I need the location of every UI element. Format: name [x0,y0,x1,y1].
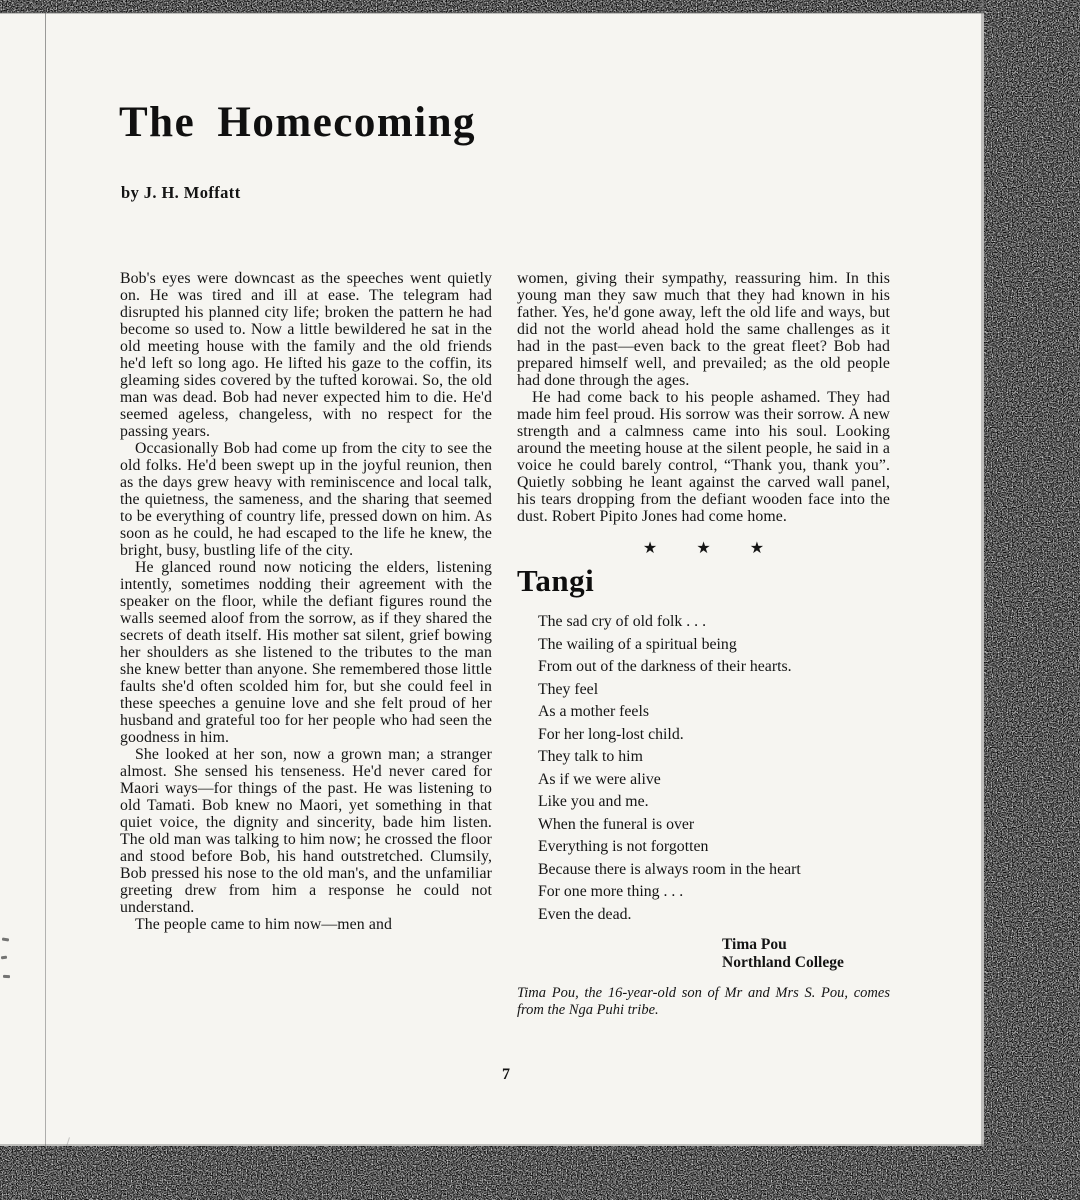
story-paragraph: women, giving their sympathy, reassuring him. In this young man they saw much that they had known in his father. Yes, he'd gone away, left the old life and ways, but did not the world ahead hold the same challenges as it had in the past—even back to the great fleet? Bob had prepared himself well, and prevailed; as the old people had done through the ages. [517,270,890,389]
story-right-column [517,270,890,1018]
poem-line: The wailing of a spiritual being [538,635,737,653]
poem-line: Everything is not forgotten [538,838,709,855]
poem-line: Even the dead. [538,905,632,923]
scan-line-artifact [45,6,46,1188]
poem-line: As if we were alive [538,770,661,788]
scan-edge-artifact [1,956,7,960]
story-paragraph: He glanced round now noticing the elders, listening intently, sometimes nodding their agreement with the speaker on the floor, while the defiant figures round the walls seemed aloof from the sorrow, as if they shared the secrets of death itself. His mother sat silent, grief bowing her shoulders as she listened to the tributes to the man she knew better than anyone. She remembered those little faults she'd often scolded him for, but she could feel in these speeches a genuine love and she felt proud of her husband and grateful too for her people who had seen the goodness in him. [120,559,492,746]
poem-line: They feel [538,680,599,698]
scan-noise-top [0,0,1080,14]
scan-noise-bottom [0,1144,1080,1200]
scan-noise-right [981,0,1080,1200]
poem-school: Northland College [722,953,844,971]
poem-line: Because there is always room in the heart [538,860,801,878]
poem-line: For her long-lost child. [538,725,684,743]
poem-note: Tima Pou, the 16-year-old son of Mr and Mrs S. Pou, comes from the Nga Puhi tribe. [517,985,890,1018]
poem-author: Tima Pou [722,936,787,953]
poem-line: From out of the darkness of their hearts. [538,658,792,675]
page-title: The Homecoming [119,99,477,146]
story-paragraph: He had come back to his people ashamed. They had made him feel proud. His sorrow was their sorrow. A new strength and a calmness came into his soul. Looking around the meeting house at the silent people, he said in a voice he could barely control, “Thank you, thank you”. Quietly sobbing he leant against the carved wall panel, his tears dropping from the defiant wooden face into the dust. Robert Pipito Jones had come home. [517,389,890,525]
star-separator: ★ ★ ★ [642,538,765,557]
poem-line: For one more thing . . . [538,883,684,900]
scan-diagonal-artifact [51,1137,70,1192]
story-left-column [120,270,492,933]
poem-line: When the funeral is over [538,815,695,833]
poem-line: Like you and me. [538,793,649,810]
story-paragraph: Occasionally Bob had come up from the city to see the old folks. He'd been swept up in the joyful reunion, then as the days grew heavy with reminiscence and local talk, the quietness, the sameness, and the sharing that seemed to be everything of country life, pressed down on him. As soon as he could, he had escaped to the life he knew, the bright, busy, bustling life of the city. [120,440,492,559]
scan-edge-artifact [3,975,10,978]
poem-body [538,611,890,926]
poem-attribution [722,936,890,971]
poem-line: As a mother feels [538,703,649,720]
poem-line: They talk to him [538,748,643,765]
story-paragraph: The people came to him now—men and [135,916,392,933]
page-number: 7 [502,1066,510,1083]
byline: by J. H. Moffatt [121,183,241,202]
story-paragraph: Bob's eyes were downcast as the speeches went quietly on. He was tired and ill at ease. The telegram had disrupted his planned city life; broken the pattern he had become so used to. Now a little bewildered he sat in the old meeting house with the family and the old friends he'd left so long ago. He lifted his gaze to the coffin, its gleaming sides covered by the tufted korowai. So, the old man was dead. Bob had never expected him to die. He'd seemed ageless, changeless, with no respect for the passing years. [120,270,492,440]
scan-edge-artifact [2,938,9,942]
poem-title: Tangi [517,563,595,598]
story-paragraph: She looked at her son, now a grown man; a stranger almost. She sensed his tenseness. He'd never cared for Maori ways—for things of the past. He was listening to old Tamati. Bob knew no Maori, yet something in that quiet voice, the dignity and sincerity, bade him listen. The old man was talking to him now; he crossed the floor and stood before Bob, his hand outstretched. Clumsily, Bob pressed his nose to the old man's, and the unfamiliar greeting drew from him a response he could not understand. [120,746,492,916]
poem-line: The sad cry of old folk . . . [538,613,707,630]
